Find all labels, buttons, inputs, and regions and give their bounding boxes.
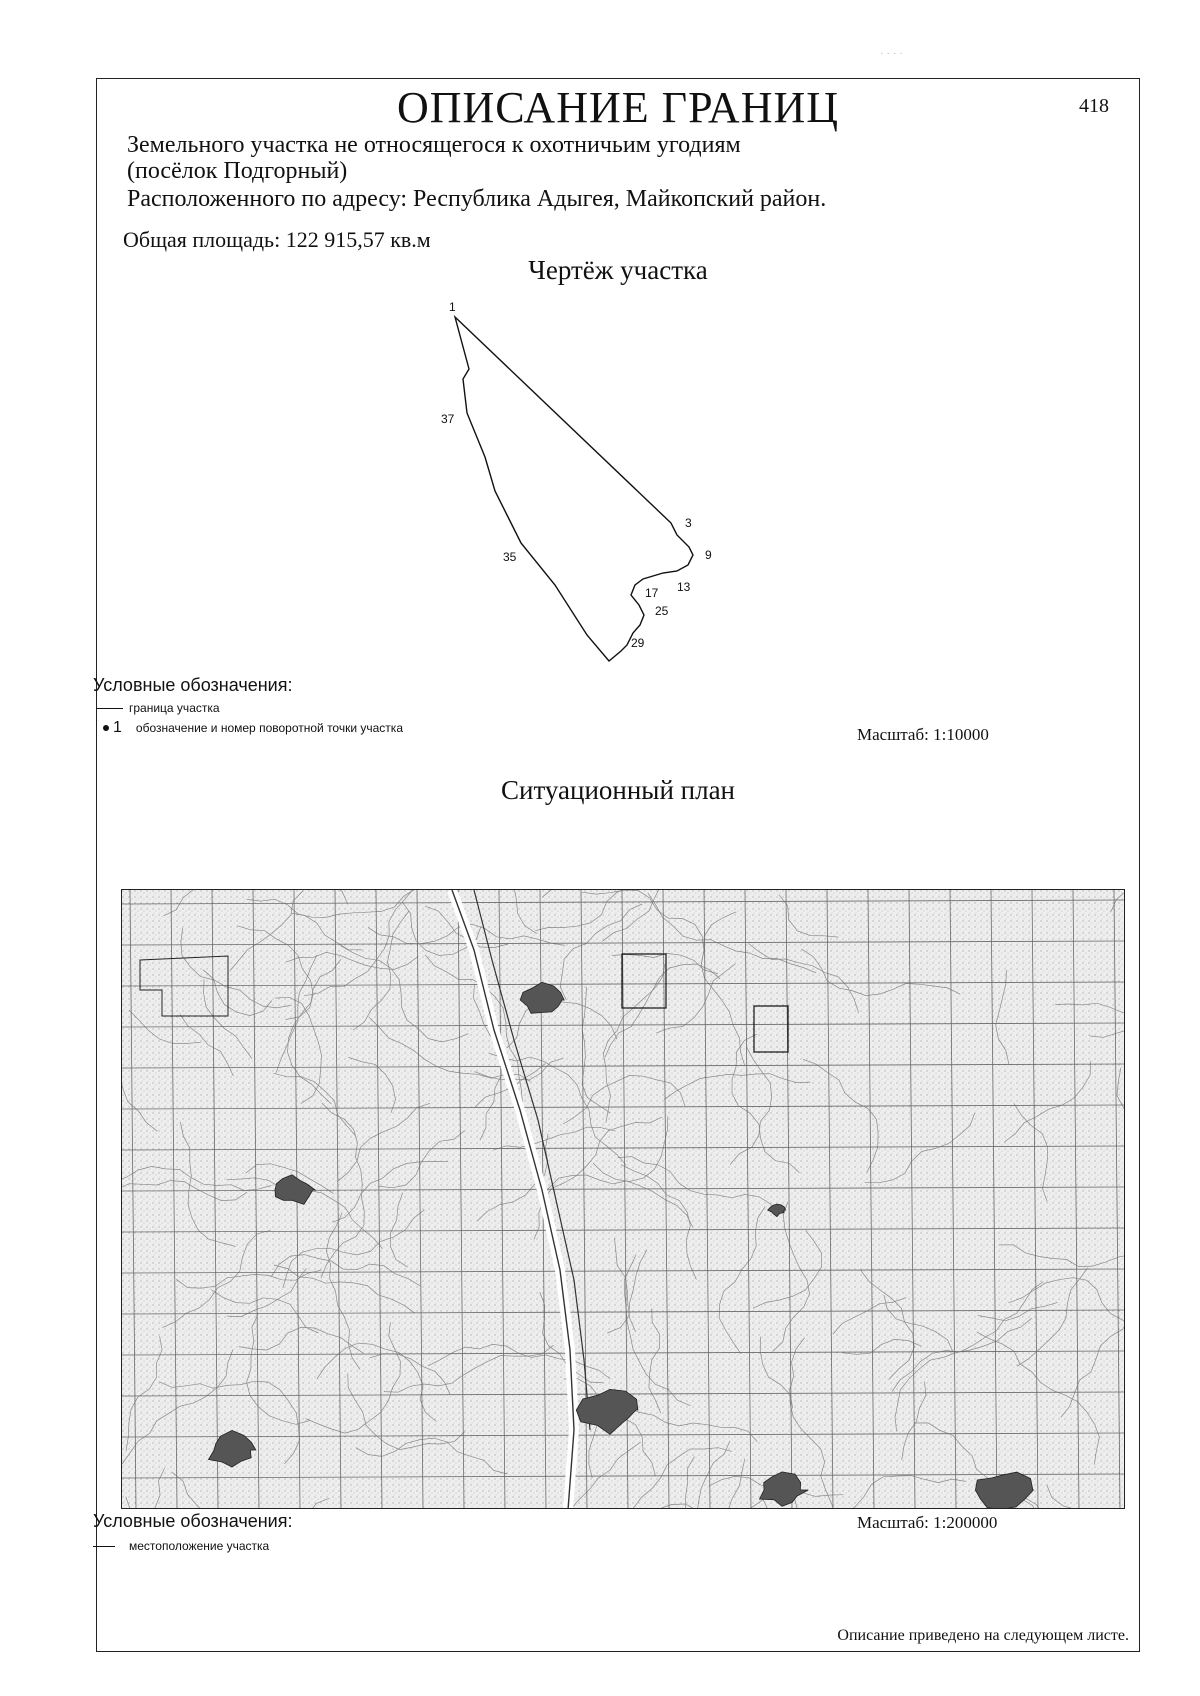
point-number-symbol: 1 (113, 719, 122, 736)
description-line-3: Расположенного по адресу: Республика Адыгея, Майкопский район. (127, 186, 827, 212)
point-label: 17 (645, 586, 659, 600)
page-number: 418 (1079, 95, 1109, 117)
plot-legend-point (103, 719, 403, 737)
plot-scale: Масштаб: 1:10000 (857, 725, 989, 744)
contour-line (733, 1508, 880, 1509)
map-scale: Масштаб: 1:200000 (857, 1513, 998, 1532)
plot-legend-boundary (97, 701, 220, 715)
point-label: 9 (705, 548, 712, 562)
plot-boundary-drawing (97, 79, 1141, 699)
map-legend-title: Условные обозначения: (93, 1511, 293, 1531)
topographic-map-image (122, 890, 1125, 1509)
situation-plan-title: Ситуационный план (500, 775, 736, 805)
document-sheet (93, 78, 1140, 1652)
map-legend-location (93, 1539, 269, 1553)
plot-legend-title: Условные обозначения: (93, 675, 293, 695)
footer-note: Описание приведено на следующем листе. (837, 1627, 1129, 1644)
document-title: ОПИСАНИЕ ГРАНИЦ (396, 83, 840, 132)
scan-artifact: · · · · (880, 48, 903, 60)
point-label: 29 (631, 636, 645, 650)
description-line-2: (посёлок Подгорный) (127, 158, 348, 184)
point-label: 25 (655, 604, 669, 618)
situation-map (121, 889, 1125, 1509)
point-label: 37 (441, 412, 455, 426)
location-legend-label: местоположение участка (129, 1539, 270, 1553)
point-label: 13 (677, 580, 691, 594)
plot-drawing-title: Чертёж участка (528, 255, 708, 285)
point-legend-label: обозначение и номер поворотной точки участка (135, 721, 403, 735)
boundary-legend-label: граница участка (129, 701, 220, 715)
location-line-symbol (93, 1546, 115, 1547)
boundary-line-symbol (97, 708, 123, 709)
point-dot-symbol (103, 725, 109, 731)
point-label: 35 (503, 550, 517, 564)
point-label: 1 (449, 300, 456, 314)
point-label: 3 (685, 516, 692, 530)
total-area: Общая площадь: 122 915,57 кв.м (123, 227, 431, 252)
description-line-1: Земельного участка не относящегося к охотничьим угодиям (127, 132, 741, 158)
